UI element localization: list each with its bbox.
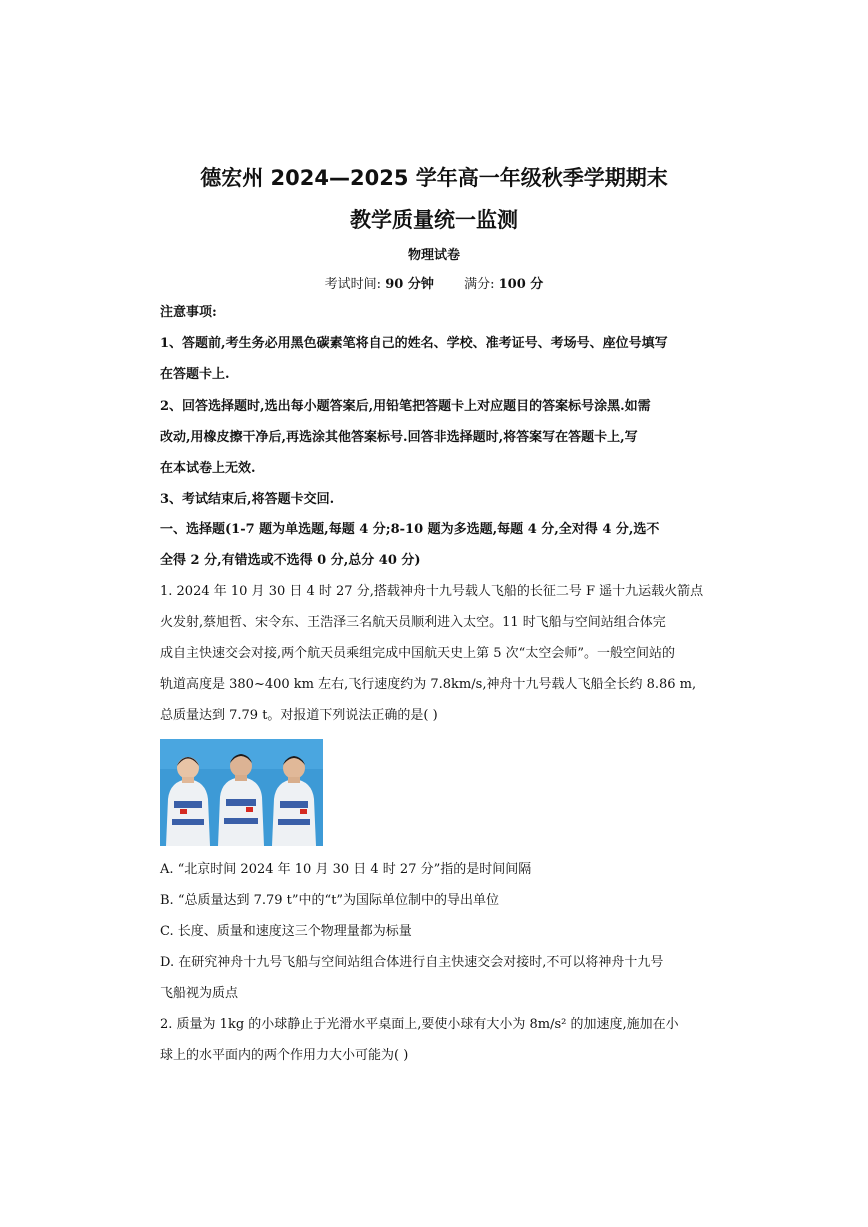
question-1-line1: 1. 2024 年 10 月 30 日 4 时 27 分,搭载神舟十九号载人飞船的长征二号 F 遥十九运载火箭点: [160, 584, 704, 599]
exam-title-line2: 教学质量统一监测: [350, 208, 518, 232]
section1-heading-line1: 一、选择题(1-7 题为单选题,每题 4 分;8-10 题为多选题,每题 4 分,全对得 4 分,选不: [160, 522, 660, 537]
question-1-option-d-line1: D. 在研究神舟十九号飞船与空间站组合体进行自主快速交会对接时,不可以将神舟十九号: [160, 955, 664, 970]
note-item-2-line1: 2、回答选择题时,选出每小题答案后,用铅笔把答题卡上对应题目的答案标号涂黑.如需: [160, 399, 651, 414]
section1-heading-line2: 全得 2 分,有错选或不选得 0 分,总分 40 分): [160, 553, 421, 568]
note-item-1-line2: 在答题卡上.: [160, 367, 230, 382]
question-1-option-b: B. “总质量达到 7.79 t”中的“t”为国际单位制中的导出单位: [160, 893, 500, 908]
exam-title-line1: 德宏州 2024—2025 学年高一年级秋季学期期末: [200, 166, 668, 190]
question-1-option-d-line2: 飞船视为质点: [160, 986, 239, 1001]
note-item-1-line1: 1、答题前,考生务必用黑色碳素笔将自己的姓名、学校、准考证号、考场号、座位号填写: [160, 336, 668, 351]
note-item-2-line3: 在本试卷上无效.: [160, 461, 256, 476]
full-score-label: 满分:: [464, 277, 495, 292]
note-item-3: 3、考试结束后,将答题卡交回.: [160, 492, 335, 507]
subject-title: 物理试卷: [407, 248, 460, 263]
exam-info: [0, 273, 868, 292]
notes-heading: 注意事项:: [160, 305, 217, 320]
question-1-line4: 轨道高度是 380~400 km 左右,飞行速度约为 7.8km/s,神舟十九号载人飞船全长约 8.86 m,: [160, 677, 697, 692]
astronauts-photo: [160, 739, 323, 846]
question-2-line2: 球上的水平面内的两个作用力大小可能为( ): [160, 1048, 409, 1063]
astronauts-image: [160, 739, 323, 846]
exam-time-value: 90 分钟: [385, 277, 434, 292]
full-score-value: 100 分: [498, 277, 544, 292]
exam-time-label: 考试时间:: [324, 277, 382, 292]
question-1-option-c: C. 长度、质量和速度这三个物理量都为标量: [160, 924, 412, 939]
question-2-line1: 2. 质量为 1kg 的小球静止于光滑水平桌面上,要使小球有大小为 8m/s² 的加速度,施加在小: [160, 1017, 679, 1032]
question-1-line2: 火发射,蔡旭哲、宋令东、王浩泽三名航天员顺利进入太空。11 时飞船与空间站组合体完: [160, 615, 666, 630]
note-item-2-line2: 改动,用橡皮擦干净后,再选涂其他答案标号.回答非选择题时,将答案写在答题卡上,写: [160, 430, 638, 445]
question-1-line5: 总质量达到 7.79 t。对报道下列说法正确的是( ): [160, 708, 438, 723]
question-1-option-a: A. “北京时间 2024 年 10 月 30 日 4 时 27 分”指的是时间间隔: [160, 862, 532, 877]
question-1-line3: 成自主快速交会对接,两个航天员乘组完成中国航天史上第 5 次“太空会师”。一般空间站的: [160, 646, 675, 661]
